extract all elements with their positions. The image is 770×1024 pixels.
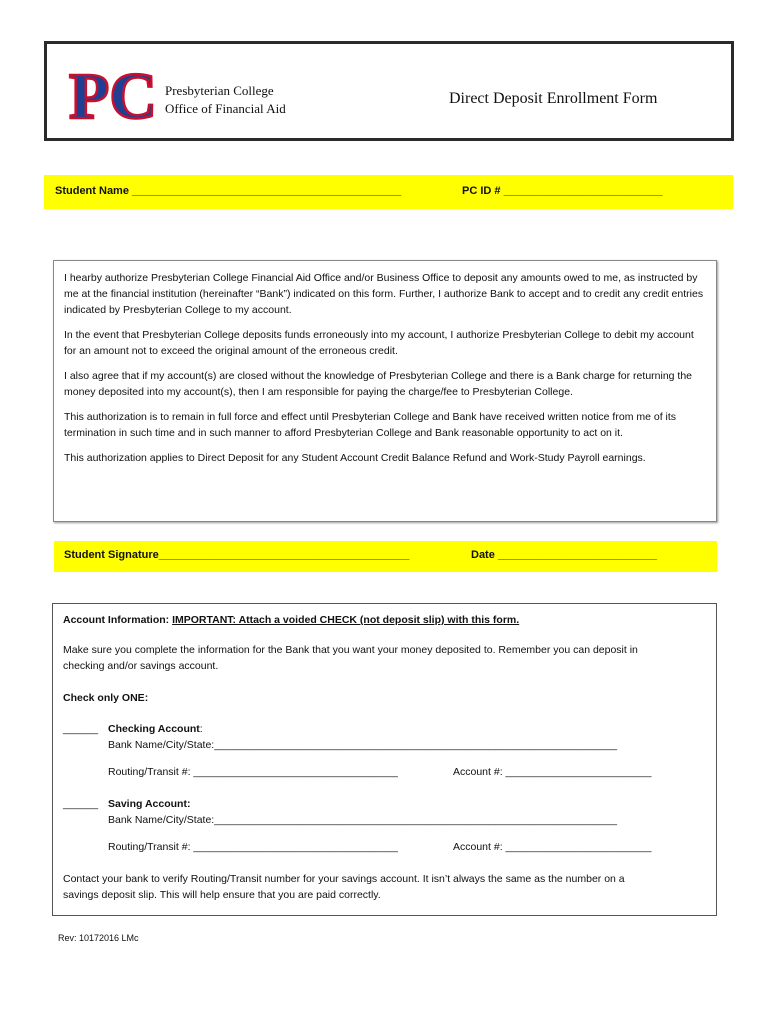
important-notice: IMPORTANT: Attach a voided CHECK (not deposit slip) with this form. — [172, 614, 520, 626]
student-signature-field[interactable]: Student Signature_________________________________________ — [64, 549, 410, 561]
organization-name — [165, 82, 286, 118]
org-line-2: Office of Financial Aid — [165, 101, 286, 116]
checking-account-colon: : — [199, 723, 203, 735]
contact-bank-line-2: savings deposit slip. This will help ensure that you are paid correctly. — [63, 889, 381, 901]
org-line-1: Presbyterian College — [165, 83, 274, 98]
authorization-paragraph: This authorization is to remain in full force and effect until Presbyterian College and Bank have received written notice from me of its termination in such time and in such manner to afford Presbyterian College and Bank reasonable opportunity to act on it. — [64, 411, 677, 439]
student-info-bar — [44, 175, 733, 209]
pc-id-field[interactable]: PC ID # __________________________ — [462, 185, 663, 197]
date-field[interactable]: Date __________________________ — [471, 549, 657, 561]
check-one-label: Check only ONE: — [63, 692, 149, 704]
checking-account-number-field[interactable]: Account #: _________________________ — [453, 766, 652, 778]
revision-note: Rev: 10172016 LMc — [58, 933, 139, 943]
saving-bank-name-field[interactable]: Bank Name/City/State:_____________________________________________________________________ — [108, 814, 618, 826]
saving-routing-field[interactable]: Routing/Transit #: ___________________________________ — [108, 841, 398, 853]
form-header — [44, 41, 734, 141]
checking-select-blank[interactable]: ______ — [63, 723, 99, 735]
authorization-box — [53, 260, 717, 522]
checking-bank-name-field[interactable]: Bank Name/City/State:_____________________________________________________________________ — [108, 739, 618, 751]
signature-bar — [54, 541, 717, 572]
intro-text-line-2: checking and/or savings account. — [63, 660, 219, 672]
contact-bank-line-1: Contact your bank to verify Routing/Transit number for your savings account. It isn’t always the same as the number on a — [63, 873, 625, 885]
account-information-box — [52, 603, 717, 916]
saving-account-number-field[interactable]: Account #: _________________________ — [453, 841, 652, 853]
logo-mark: PC — [69, 60, 157, 133]
account-heading-prefix: Account Information: — [63, 614, 173, 626]
student-name-field[interactable]: Student Name ____________________________________________ — [55, 185, 402, 197]
saving-account-label: Saving Account: — [108, 798, 191, 810]
checking-account-title: Checking Account — [108, 723, 200, 735]
saving-select-blank[interactable]: ______ — [63, 798, 99, 810]
intro-text-line-1: Make sure you complete the information for the Bank that you want your money deposited to. Remember you can deposit in — [63, 644, 638, 656]
account-heading — [63, 612, 519, 628]
checking-account-label — [108, 721, 203, 737]
pc-logo — [67, 58, 157, 133]
form-title: Direct Deposit Enrollment Form — [449, 90, 658, 107]
authorization-paragraph: In the event that Presbyterian College deposits funds erroneously into my account, I authorize Presbyterian College to debit my account for an amount not to exceed the original amount of the erroneous credit. — [64, 329, 694, 357]
checking-routing-field[interactable]: Routing/Transit #: ___________________________________ — [108, 766, 398, 778]
authorization-paragraph: I hearby authorize Presbyterian College Financial Aid Office and/or Business Office to deposit any amounts owed to me, as instructed by me at the financial institution (hereinafter “Bank”) indicated on this form. Further, I authorize Bank to accept and to credit any credit entries indicated by Presbyterian College to my account. — [64, 272, 704, 316]
authorization-paragraph: I also agree that if my account(s) are closed without the knowledge of Presbyterian College and there is a Bank charge for returning the money deposited into my account(s), then I am responsible for paying the charge/fee to Presbyterian College. — [64, 370, 693, 398]
authorization-paragraph: This authorization applies to Direct Deposit for any Student Account Credit Balance Refund and Work-Study Payroll earnings. — [64, 452, 646, 464]
